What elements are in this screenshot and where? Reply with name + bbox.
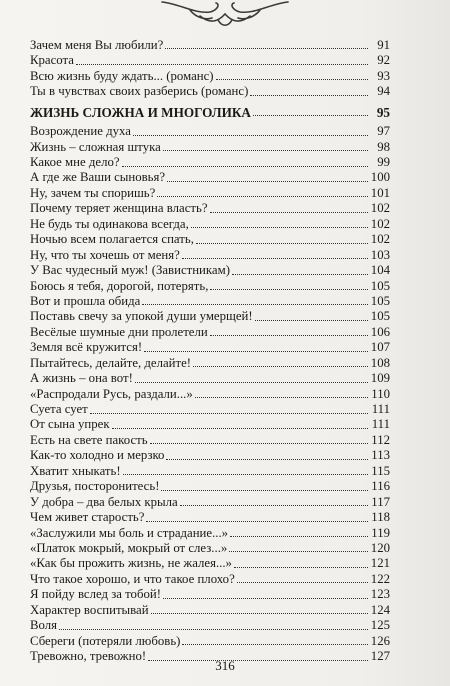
toc-entry [30, 618, 390, 633]
toc-entry-title: А где же Ваши сыновья? [30, 170, 166, 185]
dot-leader [210, 211, 368, 213]
toc-entry [30, 464, 390, 479]
toc-entry [30, 140, 390, 155]
dot-leader [230, 535, 368, 537]
toc-entry-title: Красота [30, 53, 74, 68]
toc-entry-page: 102 [370, 216, 390, 231]
toc-entry-title: «Заслужили мы боль и страдание...» [30, 525, 229, 540]
toc-entry [30, 541, 390, 556]
toc-entry [30, 634, 390, 649]
toc-entry [30, 217, 390, 232]
toc-entry-page: 93 [377, 68, 390, 83]
toc-entry-title: Суета сует [30, 402, 88, 417]
toc-entry-title: Возрождение духа [30, 124, 131, 139]
dot-leader [234, 566, 368, 568]
decorative-ornament-icon [160, 0, 290, 30]
toc-entry-page: 118 [371, 510, 390, 525]
toc-entry [30, 448, 390, 463]
toc-entry-title: Ночью всем полагается спать, [30, 232, 194, 247]
dot-leader [216, 78, 368, 80]
toc-entry-page: 94 [377, 84, 390, 99]
toc-entry [30, 587, 390, 602]
toc-entry [30, 279, 390, 294]
dot-leader [167, 180, 368, 182]
toc-entry-page: 99 [377, 155, 390, 170]
toc-entry-title: Я пойду вслед за тобой! [30, 587, 161, 602]
toc-entry-title: Земля всё кружится! [30, 340, 143, 355]
toc-entry-page: 123 [370, 587, 390, 602]
toc-entry-page: 122 [370, 571, 390, 586]
toc-entry-title: Характер воспитывай [30, 602, 149, 617]
dot-leader [76, 63, 368, 65]
toc-entry-title: Жизнь – сложная штука [30, 139, 161, 154]
toc-entry-page: 97 [377, 124, 390, 139]
toc-entry-title: Весёлые шумные дни пролетели [30, 324, 208, 339]
toc-entry-title: А жизнь – она вот! [30, 371, 133, 386]
dot-leader [146, 520, 368, 522]
toc-entry-title: Какое мне дело? [30, 155, 120, 170]
toc-entry [30, 171, 390, 186]
dot-leader [195, 396, 368, 398]
toc-entry [30, 201, 390, 216]
toc-entry-page: 103 [370, 247, 390, 262]
toc-entry-page: 108 [370, 355, 390, 370]
toc-entry-page: 119 [371, 525, 390, 540]
dot-leader [123, 473, 368, 475]
dot-leader [255, 319, 368, 321]
page-number: 316 [215, 658, 235, 673]
toc-entry-title: Почему теряет женщина власть? [30, 201, 208, 216]
toc-entry-page: 112 [371, 432, 390, 447]
toc-entry-title: Есть на свете пакость [30, 432, 148, 447]
toc-entry [30, 84, 390, 99]
toc-entry-page: 127 [370, 649, 390, 664]
toc-entry-page: 111 [371, 402, 390, 417]
toc-entry-page: 98 [377, 139, 390, 154]
dot-leader [151, 612, 368, 614]
dot-leader [112, 427, 368, 429]
toc-entry-title: Сбереги (потеряли любовь) [30, 633, 181, 648]
toc-entry [30, 526, 390, 541]
toc-entry [30, 479, 390, 494]
toc-entry-title: Что такое хорошо, и что такое плохо? [30, 571, 235, 586]
toc-entry [30, 510, 390, 525]
dot-leader [193, 365, 368, 367]
toc-entry-page: 102 [370, 232, 390, 247]
toc-entry [30, 263, 390, 278]
toc-entry-title: Как-то холодно и мерзко [30, 448, 165, 463]
dot-leader [163, 597, 368, 599]
toc-entry-page: 106 [370, 324, 390, 339]
dot-leader [122, 165, 368, 167]
toc-entry-page: 105 [370, 293, 390, 308]
toc-entry-title: Поставь свечу за упокой души умерщей! [30, 309, 253, 324]
toc-entry [30, 69, 390, 84]
dot-leader [135, 381, 368, 383]
dot-leader [232, 273, 368, 275]
toc-entry-page: 120 [370, 540, 390, 555]
toc-entry-page: 92 [377, 53, 390, 68]
toc-entry-title: «Как бы прожить жизнь, не жалея...» [30, 556, 232, 571]
dot-leader [166, 458, 368, 460]
dot-leader [196, 242, 368, 244]
dot-leader [133, 134, 368, 136]
toc-entry-title: Боюсь я тебя, дорогой, потерять, [30, 278, 209, 293]
toc-entry-page: 125 [370, 618, 390, 633]
toc-entry [30, 418, 390, 433]
toc-entry-page: 100 [370, 170, 390, 185]
toc-entry-title: Зачем меня Вы любили? [30, 37, 164, 52]
dot-leader [59, 628, 368, 630]
toc-entry-page: 117 [371, 494, 390, 509]
toc-entry-title: Вот и прошла обида [30, 293, 141, 308]
toc-entry-title: Не будь ты одинакова всегда, [30, 216, 189, 231]
toc-entry [30, 387, 390, 402]
toc-entry-page: 115 [371, 463, 390, 478]
toc-entry [30, 325, 390, 340]
toc-entry-page: 116 [371, 479, 390, 494]
toc-entry [30, 294, 390, 309]
toc-entry-title: От сына упрек [30, 417, 110, 432]
toc-entry-page: 101 [370, 185, 390, 200]
toc-entry-title: «Распродали Русь, раздали...» [30, 386, 193, 401]
dot-leader [182, 257, 368, 259]
dot-leader [229, 550, 368, 552]
dot-leader [144, 350, 368, 352]
toc-entry [30, 603, 390, 618]
dot-leader [191, 226, 368, 228]
toc-entry [30, 402, 390, 417]
toc-entry-title: Хватит хныкать! [30, 463, 121, 478]
toc-entry [30, 38, 390, 53]
toc-entry [30, 371, 390, 386]
toc-entry-title: Пытайтесь, делайте, делайте! [30, 355, 192, 370]
toc-entry-page: 126 [370, 633, 390, 648]
dot-leader [161, 489, 368, 491]
toc-entry-page: 107 [370, 340, 390, 355]
toc-entry-page: 124 [370, 602, 390, 617]
toc-entry-page: 102 [370, 201, 390, 216]
toc-entry [30, 232, 390, 247]
dot-leader [210, 334, 368, 336]
toc-entry [30, 572, 390, 587]
toc-section-heading [30, 105, 390, 120]
dot-leader [157, 195, 368, 197]
toc-entry [30, 248, 390, 263]
toc-entry-title: Друзья, посторонитесь! [30, 479, 160, 494]
toc-entry-page: 105 [370, 278, 390, 293]
dot-leader [142, 303, 368, 305]
dot-leader [253, 114, 368, 116]
dot-leader [237, 581, 368, 583]
dot-leader [250, 94, 368, 96]
toc-entry-title: Чем живет старость? [30, 510, 145, 525]
toc-entry-page: 109 [370, 371, 390, 386]
dot-leader [165, 47, 368, 49]
dot-leader [90, 412, 368, 414]
dot-leader [150, 442, 368, 444]
toc-entry-page: 111 [371, 417, 390, 432]
toc-entry [30, 186, 390, 201]
toc-entry-page: 121 [370, 556, 390, 571]
toc-entry [30, 309, 390, 324]
dot-leader [182, 643, 368, 645]
toc-entry-title: Воля [30, 618, 58, 633]
toc-entry-page: 95 [376, 104, 390, 120]
toc-entry-page: 110 [371, 386, 390, 401]
toc-entry-title: Тревожно, тревожно! [30, 649, 147, 664]
toc-entry [30, 556, 390, 571]
toc-entry-title: Ну, что ты хочешь от меня? [30, 247, 180, 262]
toc-entry [30, 155, 390, 170]
toc-entry-title: ЖИЗНЬ СЛОЖНА И МНОГОЛИКА [30, 104, 251, 120]
toc-entry [30, 495, 390, 510]
toc-entry [30, 53, 390, 68]
toc-entry-title: Всю жизнь буду ждать... (романс) [30, 68, 214, 83]
dot-leader [163, 149, 368, 151]
toc-entry-title: «Платок мокрый, мокрый от слез...» [30, 540, 228, 555]
toc-entry [30, 433, 390, 448]
toc-entry-page: 113 [371, 448, 390, 463]
toc-entry [30, 340, 390, 355]
toc-entry [30, 124, 390, 139]
toc-entry-page: 104 [370, 263, 390, 278]
toc-entry [30, 356, 390, 371]
toc-entry-title: У Вас чудесный муж! (Завистникам) [30, 263, 230, 278]
toc-entry-page: 105 [370, 309, 390, 324]
dot-leader [180, 504, 368, 506]
toc-entry-title: Ты в чувствах своих разберись (романс) [30, 84, 249, 99]
table-of-contents [30, 38, 390, 665]
toc-entry-title: У добра – два белых крыла [30, 494, 178, 509]
toc-entry-title: Ну, зачем ты споришь? [30, 185, 156, 200]
dot-leader [210, 288, 368, 290]
toc-entry-page: 91 [377, 37, 390, 52]
